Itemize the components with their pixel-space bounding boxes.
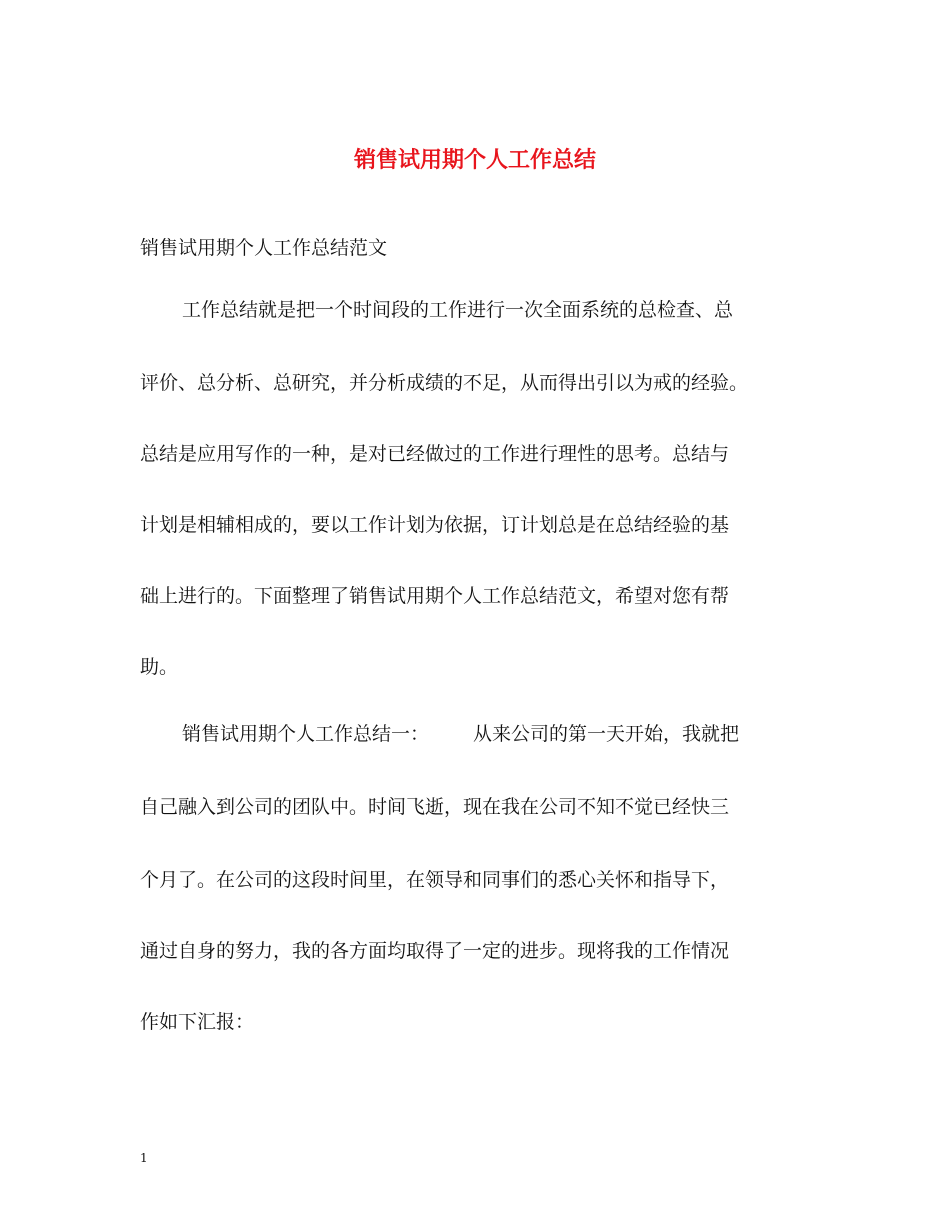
paragraph-line: 通过自身的努力，我的各方面均取得了一定的进步。现将我的工作情况 — [140, 940, 730, 962]
section-heading: 销售试用期个人工作总结一： — [182, 723, 430, 745]
paragraph-line: 自己融入到公司的团队中。时间飞逝，现在我在公司不知不觉已经快三 — [140, 796, 730, 818]
section-first-text: 从来公司的第一天开始，我就把 — [473, 723, 740, 745]
paragraph-line: 助。 — [140, 656, 179, 678]
section-first-line — [182, 720, 822, 748]
paragraph-line: 工作总结就是把一个时间段的工作进行一次全面系统的总检查、总 — [182, 299, 734, 321]
document-title: 销售试用期个人工作总结 — [353, 147, 596, 173]
paragraph-line: 础上进行的。下面整理了销售试用期个人工作总结范文，希望对您有帮 — [140, 585, 730, 607]
paragraph-line: 评价、总分析、总研究，并分析成绩的不足，从而得出引以为戒的经验。 — [140, 372, 749, 394]
page-number: 1 — [140, 1151, 148, 1165]
paragraph-line: 个月了。在公司的这段时间里，在领导和同事们的悉心关怀和指导下， — [140, 869, 730, 891]
paragraph-line: 计划是相辅相成的，要以工作计划为依据，订计划总是在总结经验的基 — [140, 514, 730, 536]
paragraph-line: 总结是应用写作的一种，是对已经做过的工作进行理性的思考。总结与 — [140, 443, 730, 465]
paragraph-line: 作如下汇报： — [140, 1011, 255, 1033]
document-subtitle: 销售试用期个人工作总结范文 — [140, 237, 388, 259]
